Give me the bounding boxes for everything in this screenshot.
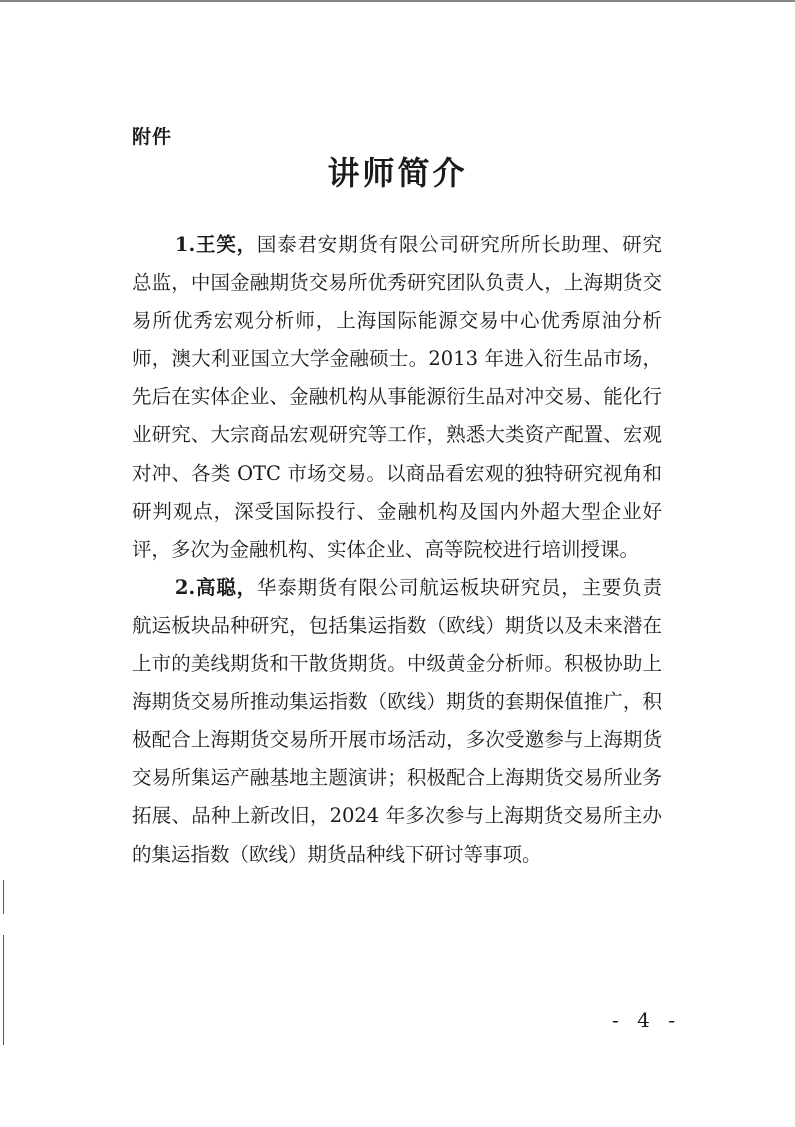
instructor-name: 王笑， — [195, 233, 257, 256]
scan-edge-mark — [3, 935, 4, 1045]
instructor-bio: 华泰期货有限公司航运板块研究员，主要负责航运板块品种研究，包括集运指数（欧线）期货以及未来潜在上市的美线期货和干散货期货。中级黄金分析师。积极协助上海期货交易所推动集运指数（欧线）期货的套期保值推广，积极配合上海期货交易所开展市场活动，多次受邀参与上海期货交易所集运产融基地主题演讲；积极配合上海期货交易所业务拓展、品种上新改旧，2024 年多次参与上海期货交易所主办的集运指数（欧线）期货品种线下研讨等事项。 — [132, 575, 662, 866]
scan-edge-mark — [3, 880, 4, 914]
instructor-index: 1. — [174, 233, 196, 256]
page-number: - 4 - — [612, 1008, 681, 1032]
instructor-index: 2. — [174, 575, 196, 599]
instructor-bio: 国泰君安期货有限公司研究所所长助理、研究总监，中国金融期货交易所优秀研究团队负责人，上海期货交易所优秀宏观分析师，上海国际能源交易中心优秀原油分析师，澳大利亚国立大学金融硕士。2013 年进入衍生品市场，先后在实体企业、金融机构从事能源衍生品对冲交易、能化行业研究、大宗商品宏观研究等工作，熟悉大类资产配置、宏观对冲、各类 OTC 市场交易。以商品看宏观的独特研究视角和研判观点，深受国际投行、金融机构及国内外超大型企业好评，多次为金融机构、实体企业、高等院校进行培训授课。 — [132, 233, 662, 561]
instructor-paragraph-1 — [132, 226, 662, 569]
attachment-label: 附件 — [132, 126, 173, 148]
page-title: 讲师简介 — [327, 154, 468, 192]
top-rule — [0, 0, 795, 5]
instructor-list — [132, 226, 662, 874]
instructor-paragraph-2 — [132, 569, 662, 874]
instructor-name: 高聪， — [195, 575, 257, 599]
